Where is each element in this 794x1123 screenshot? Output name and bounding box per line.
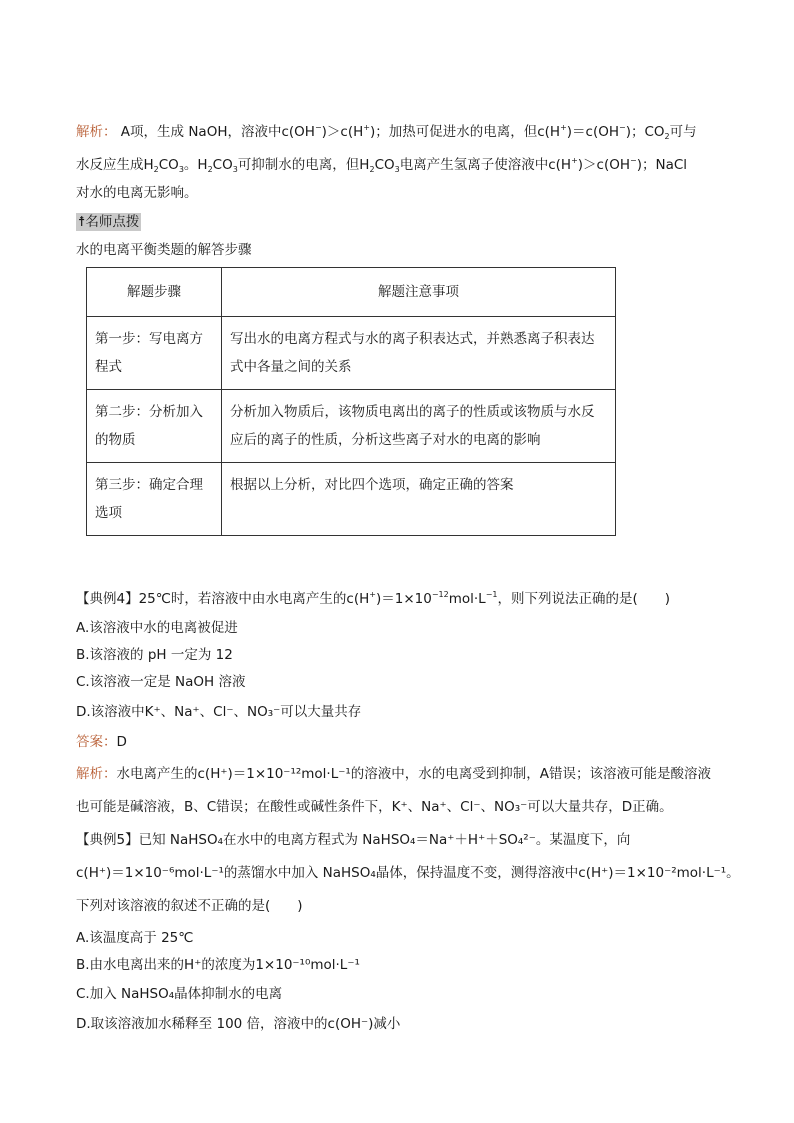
tip-intro: 水的电离平衡类题的解答步骤 bbox=[76, 242, 252, 258]
table-cell-note: 写出水的电离方程式与水的离子积表达式，并熟悉离子积表达式中各量之间的关系 bbox=[222, 317, 616, 390]
table-row bbox=[87, 463, 616, 536]
table-cell-step: 第一步：写电离方程式 bbox=[87, 317, 222, 390]
example4-option-a: A.该溶液中水的电离被促进 bbox=[76, 620, 238, 636]
table-cell-note: 分析加入物质后，该物质电离出的离子的性质或该物质与水反应后的离子的性质，分析这些离子对水的电离的影响 bbox=[222, 390, 616, 463]
analysis-label: 解析： bbox=[76, 766, 117, 782]
analysis-line-3: 对水的电离无影响。 bbox=[76, 185, 198, 201]
table-cell-step: 第二步：分析加入的物质 bbox=[87, 390, 222, 463]
table-header-row bbox=[87, 268, 616, 317]
table-row bbox=[87, 317, 616, 390]
table-cell-step: 第三步：确定合理选项 bbox=[87, 463, 222, 536]
analysis-line-2: 水反应生成$H_2CO_3$。$H_2CO_3$可抑制水的电离，但$H_2CO_3$电离产生氢离子使溶液中c(H+)＞c(OH−)；NaCl bbox=[76, 156, 688, 174]
table-row bbox=[87, 390, 616, 463]
example5-option-a: A.该温度高于 25℃ bbox=[76, 930, 194, 946]
steps-table bbox=[86, 267, 616, 536]
example4-question: 【典例4】25℃时，若溶液中由水电离产生的$c(H^+)=1\times 10^{-12}mol\cdot L^{-1}$，则下列说法正确的是( ) bbox=[76, 590, 671, 607]
example4-option-b: B.该溶液的 pH 一定为 12 bbox=[76, 647, 233, 663]
example4-option-d: D.该溶液中K⁺、Na⁺、Cl⁻、NO₃⁻可以大量共存 bbox=[76, 704, 362, 720]
answer-label: 答案： bbox=[76, 734, 117, 750]
example4-answer bbox=[76, 732, 127, 752]
table-header-note: 解题注意事项 bbox=[222, 268, 616, 317]
tip-label: 名师点拨 bbox=[85, 214, 140, 230]
table-header-step: 解题步骤 bbox=[87, 268, 222, 317]
example5-option-c: C.加入 NaHSO₄晶体抑制水的电离 bbox=[76, 986, 283, 1002]
example5-line-2: c(H⁺)＝1×10⁻⁶mol·L⁻¹的蒸馏水中加入 NaHSO₄晶体，保持温度不变，测得溶液中c(H⁺)＝1×10⁻²mol·L⁻¹。 bbox=[76, 865, 740, 881]
pin-icon: ☨ bbox=[78, 214, 86, 230]
table-cell-note: 根据以上分析，对比四个选项，确定正确的答案 bbox=[222, 463, 616, 536]
example5-line-3: 下列对该溶液的叙述不正确的是( ) bbox=[76, 898, 303, 914]
example4-analysis-line-1: 解析：水电离产生的c(H⁺)＝1×10⁻¹²mol·L⁻¹的溶液中，水的电离受到抑制，A错误；该溶液可能是酸溶液 bbox=[76, 766, 712, 782]
example5-line-1: 【典例5】已知 NaHSO₄在水中的电离方程式为 NaHSO₄＝Na⁺＋H⁺＋SO₄²⁻。某温度下，向 bbox=[76, 832, 631, 848]
tip-heading bbox=[76, 212, 141, 232]
analysis-label: 解析： bbox=[76, 124, 117, 140]
example5-option-b: B.由水电离出来的H⁺的浓度为1×10⁻¹⁰mol·L⁻¹ bbox=[76, 957, 360, 973]
example4-analysis-line-2: 也可能是碱溶液，B、C错误；在酸性或碱性条件下，K⁺、Na⁺、Cl⁻、NO₃⁻可以大量共存，D正确。 bbox=[76, 799, 673, 815]
answer-value: D bbox=[116, 734, 127, 750]
example5-option-d: D.取该溶液加水稀释至 100 倍，溶液中的c(OH⁻)减小 bbox=[76, 1016, 401, 1032]
analysis-line-1: 解析： A项，生成 NaOH，溶液中c(OH−)＞c(H+)；加热可促进水的电离，但c(H+)＝c(OH−)；$CO_2$可与 bbox=[76, 123, 697, 141]
example4-option-c: C.该溶液一定是 NaOH 溶液 bbox=[76, 674, 246, 690]
